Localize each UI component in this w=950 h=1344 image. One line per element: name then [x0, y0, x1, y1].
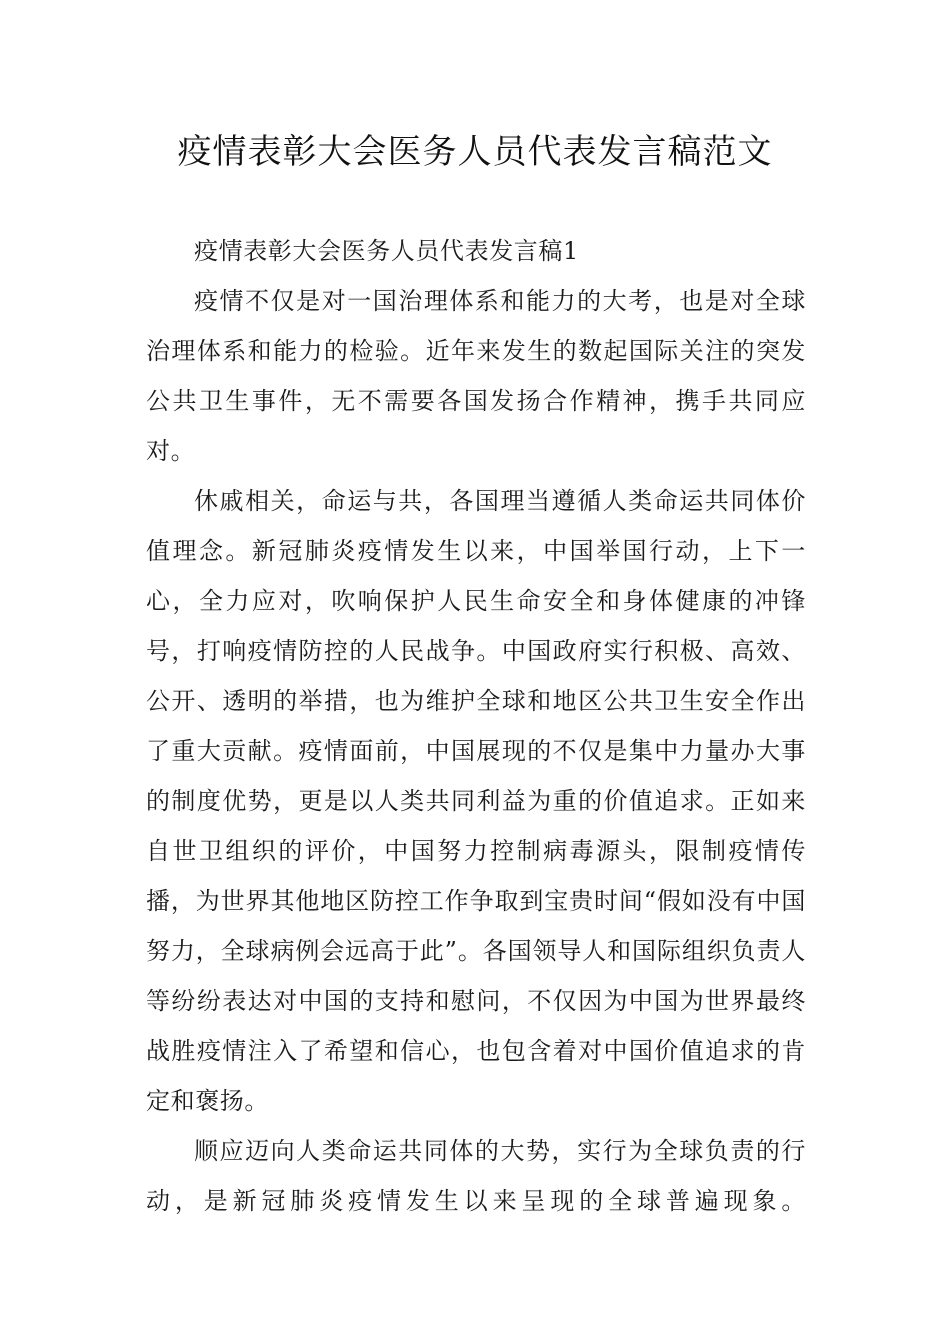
- paragraph-3: 顺应迈向人类命运共同体的大势，实行为全球负责的行动，是新冠肺炎疫情发生以来呈现的全球普遍现象。: [146, 1137, 806, 1215]
- document-title: 疫情表彰大会医务人员代表发言稿范文: [177, 132, 773, 172]
- paragraph-1: 疫情不仅是对一国治理体系和能力的大考，也是对全球治理体系和能力的检验。近年来发生的数起国际关注的突发公共卫生事件，无不需要各国发扬合作精神，携手共同应对。: [146, 287, 806, 465]
- document-body: [146, 226, 806, 1226]
- section-heading: 疫情表彰大会医务人员代表发言稿1: [194, 237, 579, 265]
- paragraph-2: 休戚相关，命运与共，各国理当遵循人类命运共同体价值理念。新冠肺炎疫情发生以来，中国举国行动，上下一心，全力应对，吹响保护人民生命安全和身体健康的冲锋号，打响疫情防控的人民战争。中国政府实行积极、高效、公开、透明的举措，也为维护全球和地区公共卫生安全作出了重大贡献。疫情面前，中国展现的不仅是集中力量办大事的制度优势，更是以人类共同利益为重的价值追求。正如来自世卫组织的评价，中国努力控制病毒源头，限制疫情传播，为世界其他地区防控工作争取到宝贵时间“假如没有中国努力，全球病例会远高于此”。各国领导人和国际组织负责人等纷纷表达对中国的支持和慰问，不仅因为中国为世界最终战胜疫情注入了希望和信心，也包含着对中国价值追求的肯定和褒扬。: [146, 487, 806, 1115]
